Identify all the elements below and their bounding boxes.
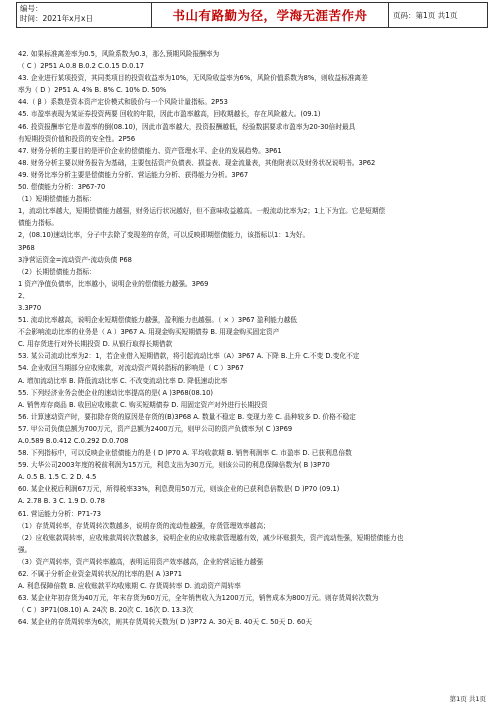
text-line: 46. 投资报酬率它是市盈率的倒(08.10)，因此市盈率越大，投资报酬越低，经验数据要求市盈率为20-30倍时最具 xyxy=(18,122,356,131)
text-line: （1）短期偿债能力指标： xyxy=(18,195,96,204)
code-label: 编号： xyxy=(20,4,43,13)
header-left-cell xyxy=(17,3,152,27)
text-line: 51. 流动比率越高，说明企业短期偿债能力越强，盈利能力也越强。（ × ）3P67 盈利能力越低 xyxy=(18,316,297,325)
text-line: （2）应收账款周转率，应收账款周转次数越多，说明企业的应收账款管理越有效，减少坏账损失，资产流动性强，短期偿债能力也 xyxy=(18,533,404,542)
text-line: 54. 企业收回当期部分应收账款，对流动资产周转指标的影响是（ C ）3P67 xyxy=(18,364,244,373)
text-line: 债能力指标。 xyxy=(18,219,59,228)
text-line: C. 用存货进行对外长期投资 D. 从银行取得长期借款 xyxy=(18,340,173,349)
text-line: 1 资产净值负债率，比率越小，说明企业的偿债能力越强。3P69 xyxy=(18,279,209,288)
text-line: （ C ）3P71(08.10) A. 24次 B. 20次 C. 16次 D. 13.3次 xyxy=(18,606,193,615)
text-line: 44.（ β ）系数是资本资产定价模式和股价与一个风险计量指标。2P53 xyxy=(18,98,228,107)
text-line: 56. 计算速动资产时，要扣除存货的原因是存货的(B)3P68 A. 数量不稳定 B. 变现力差 C. 品种较多 D. 价格不稳定 xyxy=(18,412,356,421)
text-line: A.0.589 B.0.412 C.0.292 D.0.708 xyxy=(18,437,129,445)
header-slogan: 书山有路勤为径，学海无涯苦作舟 xyxy=(152,3,389,27)
text-line: 53. 某公司流动比率为2：1，若企业借入短期借款，将引起流动比率（A）3P67 A. 下降 B.上升 C.不变 D.变化不定 xyxy=(18,352,360,361)
text-line: 3P68 xyxy=(18,243,35,252)
header-box xyxy=(16,2,488,28)
text-line: 60. 某企业税后利润67万元，所得税率33%，利息费用50万元，则该企业的已获利息倍数是( D )P70 (09.1) xyxy=(18,485,340,494)
text-line: 59. 大华公司2003年度的税前利润为15万元，利息支出为30万元，则该公司的利息保障倍数为( B )3P70 xyxy=(18,461,330,470)
text-line: 62. 不属于分析企业资金周转状况的比率的是( A )3P71 xyxy=(18,570,182,579)
text-line: （3）资产周转率，资产周转率越高，表明运用资产效率越高，企业的营运能力越强 xyxy=(18,557,264,566)
text-line: 率为（ D ）2P51 A. 4% B. 8% C. 10% D. 50% xyxy=(18,86,167,95)
text-line: 63. 某企业年初存货为40万元，年末存货为60万元，全年销售收入为1200万元，销售成本为800万元。则存货周转次数为 xyxy=(18,594,379,603)
text-line: 58. 下列指标中，可以反映企业偿债能力的是 ( D )P70 A. 平均收款期 B. 销售利润率 C. 市盈率 D. 已获利息倍数 xyxy=(18,449,352,458)
text-line: A. 2.78 B. 3 C. 1.9 D. 0.78 xyxy=(18,497,105,506)
text-line: 1，流动比率越大，短期偿债能力越强，财务运行状况越好，但不意味收益越高。一般流动比率为2；1上下为宜。它是短期偿 xyxy=(18,207,386,216)
text-line: A. 0.5 B. 1.5 C. 2 D. 4.5 xyxy=(18,473,97,482)
text-line: 47. 财务分析的主要目的是评价企业的偿债能力、资产管理水平、企业的发展趋势。3P61 xyxy=(18,146,282,155)
time-label: 时间：2021年x月x日 xyxy=(20,14,93,23)
text-line: 50. 偿债能力分析：3P67-70 xyxy=(18,183,106,192)
text-line: 45. 市盈率表现为某证券投资两要 回收的年限，因此市盈率越高，回收期越长，存在风险越大。(09.1) xyxy=(18,110,321,119)
text-line: 61. 营运能力分析：P71-73 xyxy=(18,509,102,518)
text-line: A. 增加流动比率 B. 降低流动比率 C. 不改变流动比率 D. 降低速动比率 xyxy=(18,376,228,385)
text-line: 49. 财务比率分析主要是偿债能力分析、营运能力分析、获得能力分析。3P67 xyxy=(18,170,249,179)
text-line: A. 利息保障倍数 B. 应收账款平均收账期 C. 存货周转率 D. 流动资产周转率 xyxy=(18,582,241,591)
text-line: 43. 企业进行某项投资，其同类项目的投资收益率为10%，无风险收益率为6%，风险价值系数为8%，则收益标准离差 xyxy=(18,74,368,83)
text-line: 48. 财务分析主要以财务报告为基础，主要包括资产负债表、损益表、现金流量表，其他附表以及财务状况说明书。3P62 xyxy=(18,158,376,167)
text-line: 55. 下列经济业务会使企业的速动比率提高的是( A )3P68(08.10) xyxy=(18,388,214,397)
text-line: 3净营运资金=流动资产-流动负债 P68 xyxy=(18,255,132,264)
page-footer: 第1页 共1页 xyxy=(449,695,486,703)
text-line: 强。 xyxy=(18,545,32,554)
document-body xyxy=(18,48,488,629)
text-line: 57. 甲公司负债总额为700万元，资产总额为2400万元，则甲公司的资产负债率为( C )3P69 xyxy=(18,424,293,433)
text-line: 不会影响流动比率的业务是（ A ）3P67 A. 用现金购买短期债券 B. 用现金购买固定资产 xyxy=(18,328,280,337)
text-line: 64. 某企业的存货周转率为6次，则其存货周转天数为( D )3P72 A. 30天 B. 40天 C. 50天 D. 60天 xyxy=(18,618,313,627)
text-line: 有短期投资价值和投资的安全性。2P56 xyxy=(18,134,136,143)
text-line: （2）长期偿债能力指标： xyxy=(18,267,96,276)
text-line: A. 销售库存商品 B. 收回应收账款 C. 购买短期债券 D. 用固定资产对外进行长期投资 xyxy=(18,400,268,409)
text-line: 2、 xyxy=(18,291,29,300)
text-line: 3.3P70 xyxy=(18,303,42,312)
text-line: （1）存货周转率，存货周转次数越多，说明存货的流动性越强，存货管理效率越高； xyxy=(18,521,270,530)
header-page-label: 页码：第1页 共1页 xyxy=(393,10,458,20)
text-line: 2，(08.10)速动比率，分子中去除了变现差的存货，可以反映即期偿债能力，该指标以1：1为好。 xyxy=(18,231,310,240)
text-line: （ C ）2P51 A.0.8 B.0.2 C.0.15 D.0.17 xyxy=(18,62,145,71)
text-line: 42. 如果标准离差率为0.5，风险系数为0.3，那么预期风险报酬率为 xyxy=(18,50,220,58)
